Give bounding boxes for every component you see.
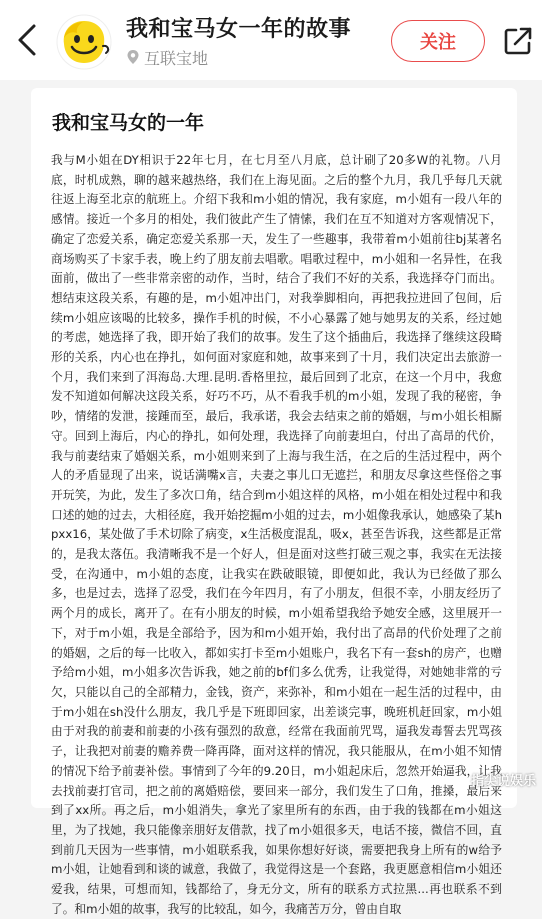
follow-button[interactable]: 关注 <box>391 20 485 62</box>
avatar[interactable] <box>56 14 112 70</box>
watermark-text: 指尖说娱乐 <box>470 774 536 789</box>
top-bar <box>0 0 542 80</box>
share-icon <box>503 26 533 56</box>
article-title: 我和宝马女的一年 <box>52 112 205 134</box>
source-name: 互联宝地 <box>144 48 209 68</box>
page-title: 我和宝马女一年的故事 <box>126 17 352 42</box>
back-button[interactable] <box>12 22 42 58</box>
back-arrow-icon <box>16 23 38 57</box>
location-pin-icon <box>126 49 140 65</box>
article-body: 我与M小姐在DY相识于22年七月，在七月至八月底，总计刷了20多W的礼物。八月底，时机成熟，聊的越来越热络，我们在上海见面。之后的整个九月，我几乎每几天就往返上海至北京的航班上。介绍下我和m小姐的情况，我有家庭，m小姐有一段八年的感情。接近一个多月的相处，我们彼此产生了情愫，我们在互不知道对方客观情况下，确定了恋爱关系，确定恋爱关系那一天，发生了一些趣事，我带着m小姐前往bj某著名商场购买了卡家手表，晚上约了朋友前去唱歌。唱歌过程中，m小姐和一名异性，在我面前，做出了一些非常亲密的动作，当时，结合了我们不好的关系，我选择夺门而出。想结束这段关系，有趣的是，m小姐冲出门，对我拳脚相向，再把我拉进回了包间，后续m小姐应该喝的比较多，操作手机的时候，不小心暴露了她与她男友的关系，经过她的考虑，她选择了我，即开始了我们的故事。发生了这个插曲后，我选择了继续这段畸形的关系，内心也在挣扎，如何面对家庭和她，故事来到了十月，我们决定出去旅游一个月，我们来到了洱海岛.大理.昆明.香格里拉，最后回到了北京，在这一个月中，我愈发不知道如何解决这段关系，好巧不巧，从不看我手机的m小姐，发现了我的秘密，争吵，情绪的发泄，接踵而至，最后，我承诺，我会去结束之前的婚姻，与m小姐长相厮守。回到上海后，内心的挣扎，如何处理，我选择了向前妻坦白，付出了高昂的代价，我与前妻结束了婚姻关系，m小姐则来到了上海与我生活，在之后的生活过程中，两个人的矛盾显现了出来，说话满嘴x言，夫妻之事儿口无遮拦，和朋友尽拿这些怪俗之事开玩笑，为此，发生了多次口角，结合到m小姐这样的风格，m小姐在相处过程中和我口述的她的过去，大相径庭，我开始挖掘m小姐的过去，m小姐像我承认，她感染了某hpxx16，某处做了手术切除了病变，x生活极度混乱，吸x，甚至告诉我，这些都是正常的，是我太落伍。我清晰我不是一个好人，但是面对这些打破三观之事，我实在无法接受，在沟通中，m小姐的态度，让我实在跌破眼镜，即便如此，我认为已经做了那么多，也是过去，选择了忍受，我们在今年四月，有了小朋友，但很不幸，小朋友经历了两个月的成长，离开了。在有小朋友的时候，m小姐希望我给予她安全感，这里展开一下，对于m小姐，我是全部给予，因为和m小姐开始，我付出了高昂的代价处理了之前的婚姻，之后的每一比收入，都如实打卡至m小姐账户，我名下有一套sh的房产，也赠予给m小姐，m小姐多次告诉我，她之前的bf们多么优秀，让我觉得，对她她非常的亏欠，只能以自己的全部精力，金钱，资产，来弥补，和m小姐在一起生活的过程中，由于m小姐在sh没什么朋友，我几乎是下班即回家，出差谈完事，晚班机赶回家，m小姐由于对我的前妻和前妻的小孩有强烈的敌意，经常在我面前咒骂，逼我发毒誓去咒骂孩子，让我把对前妻的赡养费一降再降，面对这样的情况，我只能服从，在m小姐不知情的情况下给予前妻补偿。事情到了今年的9.20日，m小姐起床后，忽然开始逼我，让我去找前妻打官司，把之前的离婚赔偿，要回来一部分，我们发生了口角，推搡，最后来到了xx所。再之后，m小姐消失，拿光了家里所有的东西，由于我的钱都在m小姐这里，为了找她，我只能像亲朋好友借款，找了m小姐很多天，电话不接，微信不回，直到前几天因为一些事情，m小姐联系我，如果你想好好谈，需要把我身上所有的w给予m小姐，让她看到和谈的诚意，我做了，我觉得这是一个套路，我更愿意相信m小姐还爱我，结果，可想而知，钱都给了，身无分文，所有的联系方式拉黑...再也联系不到了。和m小姐的故事，我写的比较乱，如今，我痛苦万分，曾由自取 <box>51 153 502 916</box>
smiley-avatar-icon <box>56 14 112 70</box>
share-button[interactable] <box>502 24 534 58</box>
source-label[interactable] <box>126 46 208 68</box>
